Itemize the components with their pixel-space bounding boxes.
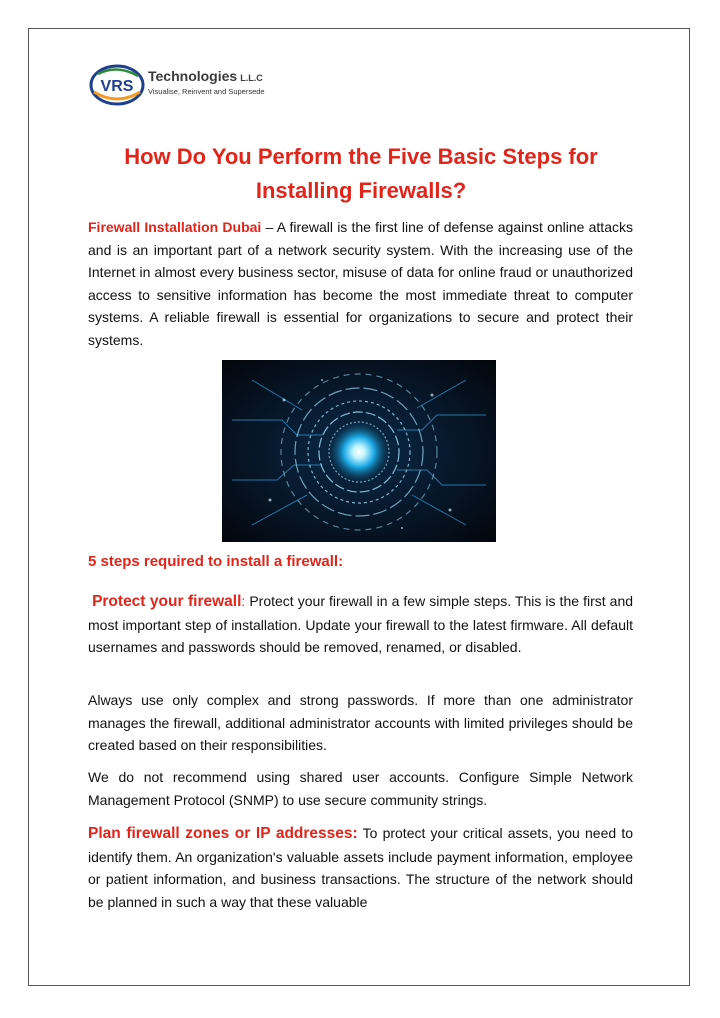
logo-globe-icon [88,62,148,108]
cyber-security-image [222,360,496,542]
step2-heading: Plan firewall zones or IP addresses: [88,825,358,842]
intro-paragraph [88,216,633,352]
company-logo[interactable] [88,62,278,108]
step2-paragraph [88,822,633,913]
step1-heading: Protect your firewall [92,593,242,610]
firewall-installation-link[interactable]: Firewall Installation Dubai [88,219,262,235]
step1-paragraph [88,590,633,659]
cyber-security-tunnel-image [222,360,496,542]
step2-text: To protect your critical assets, you need to identify them. An organization's valuable assets include payment information, employee or patient information, and business transactions. The structure of the network should be planned in such a way that these valuable [88,825,633,910]
snmp-paragraph: We do not recommend using shared user accounts. Configure Simple Network Management Protocol (SNMP) to use secure community strings. [88,769,633,808]
passwords-paragraph: Always use only complex and strong passwords. If more than one administrator manages the firewall, additional administrator accounts with limited privileges should be created based on their responsibilities. [88,692,633,754]
steps-heading: 5 steps required to install a firewall: [88,553,344,570]
logo-mark-text: VRS [100,78,134,95]
logo-company-name: Technologies L.L.C [148,68,263,84]
intro-text: – A firewall is the first line of defense against online attacks and is an important part of a network security system. With the increasing use of the Internet in almost every business sector, misuse of data for online fraud or unauthorized access to sensitive information has become the most immediate threat to computer systems. A reliable firewall is essential for organizations to secure and protect their systems. [88,219,633,348]
logo-suffix: L.L.C [240,73,263,83]
logo-tagline: Visualise, Reinvent and Supersede [148,87,265,96]
step1-text: Protect your firewall in a few simple steps. This is the first and most important step of installation. Update your firewall to the latest firmware. All default usernames and passwords should be removed, renamed, or disabled. [88,593,634,656]
page-title: How Do You Perform the Five Basic Steps for Installing Firewalls? [124,144,598,203]
step1-separator: : [241,593,246,609]
